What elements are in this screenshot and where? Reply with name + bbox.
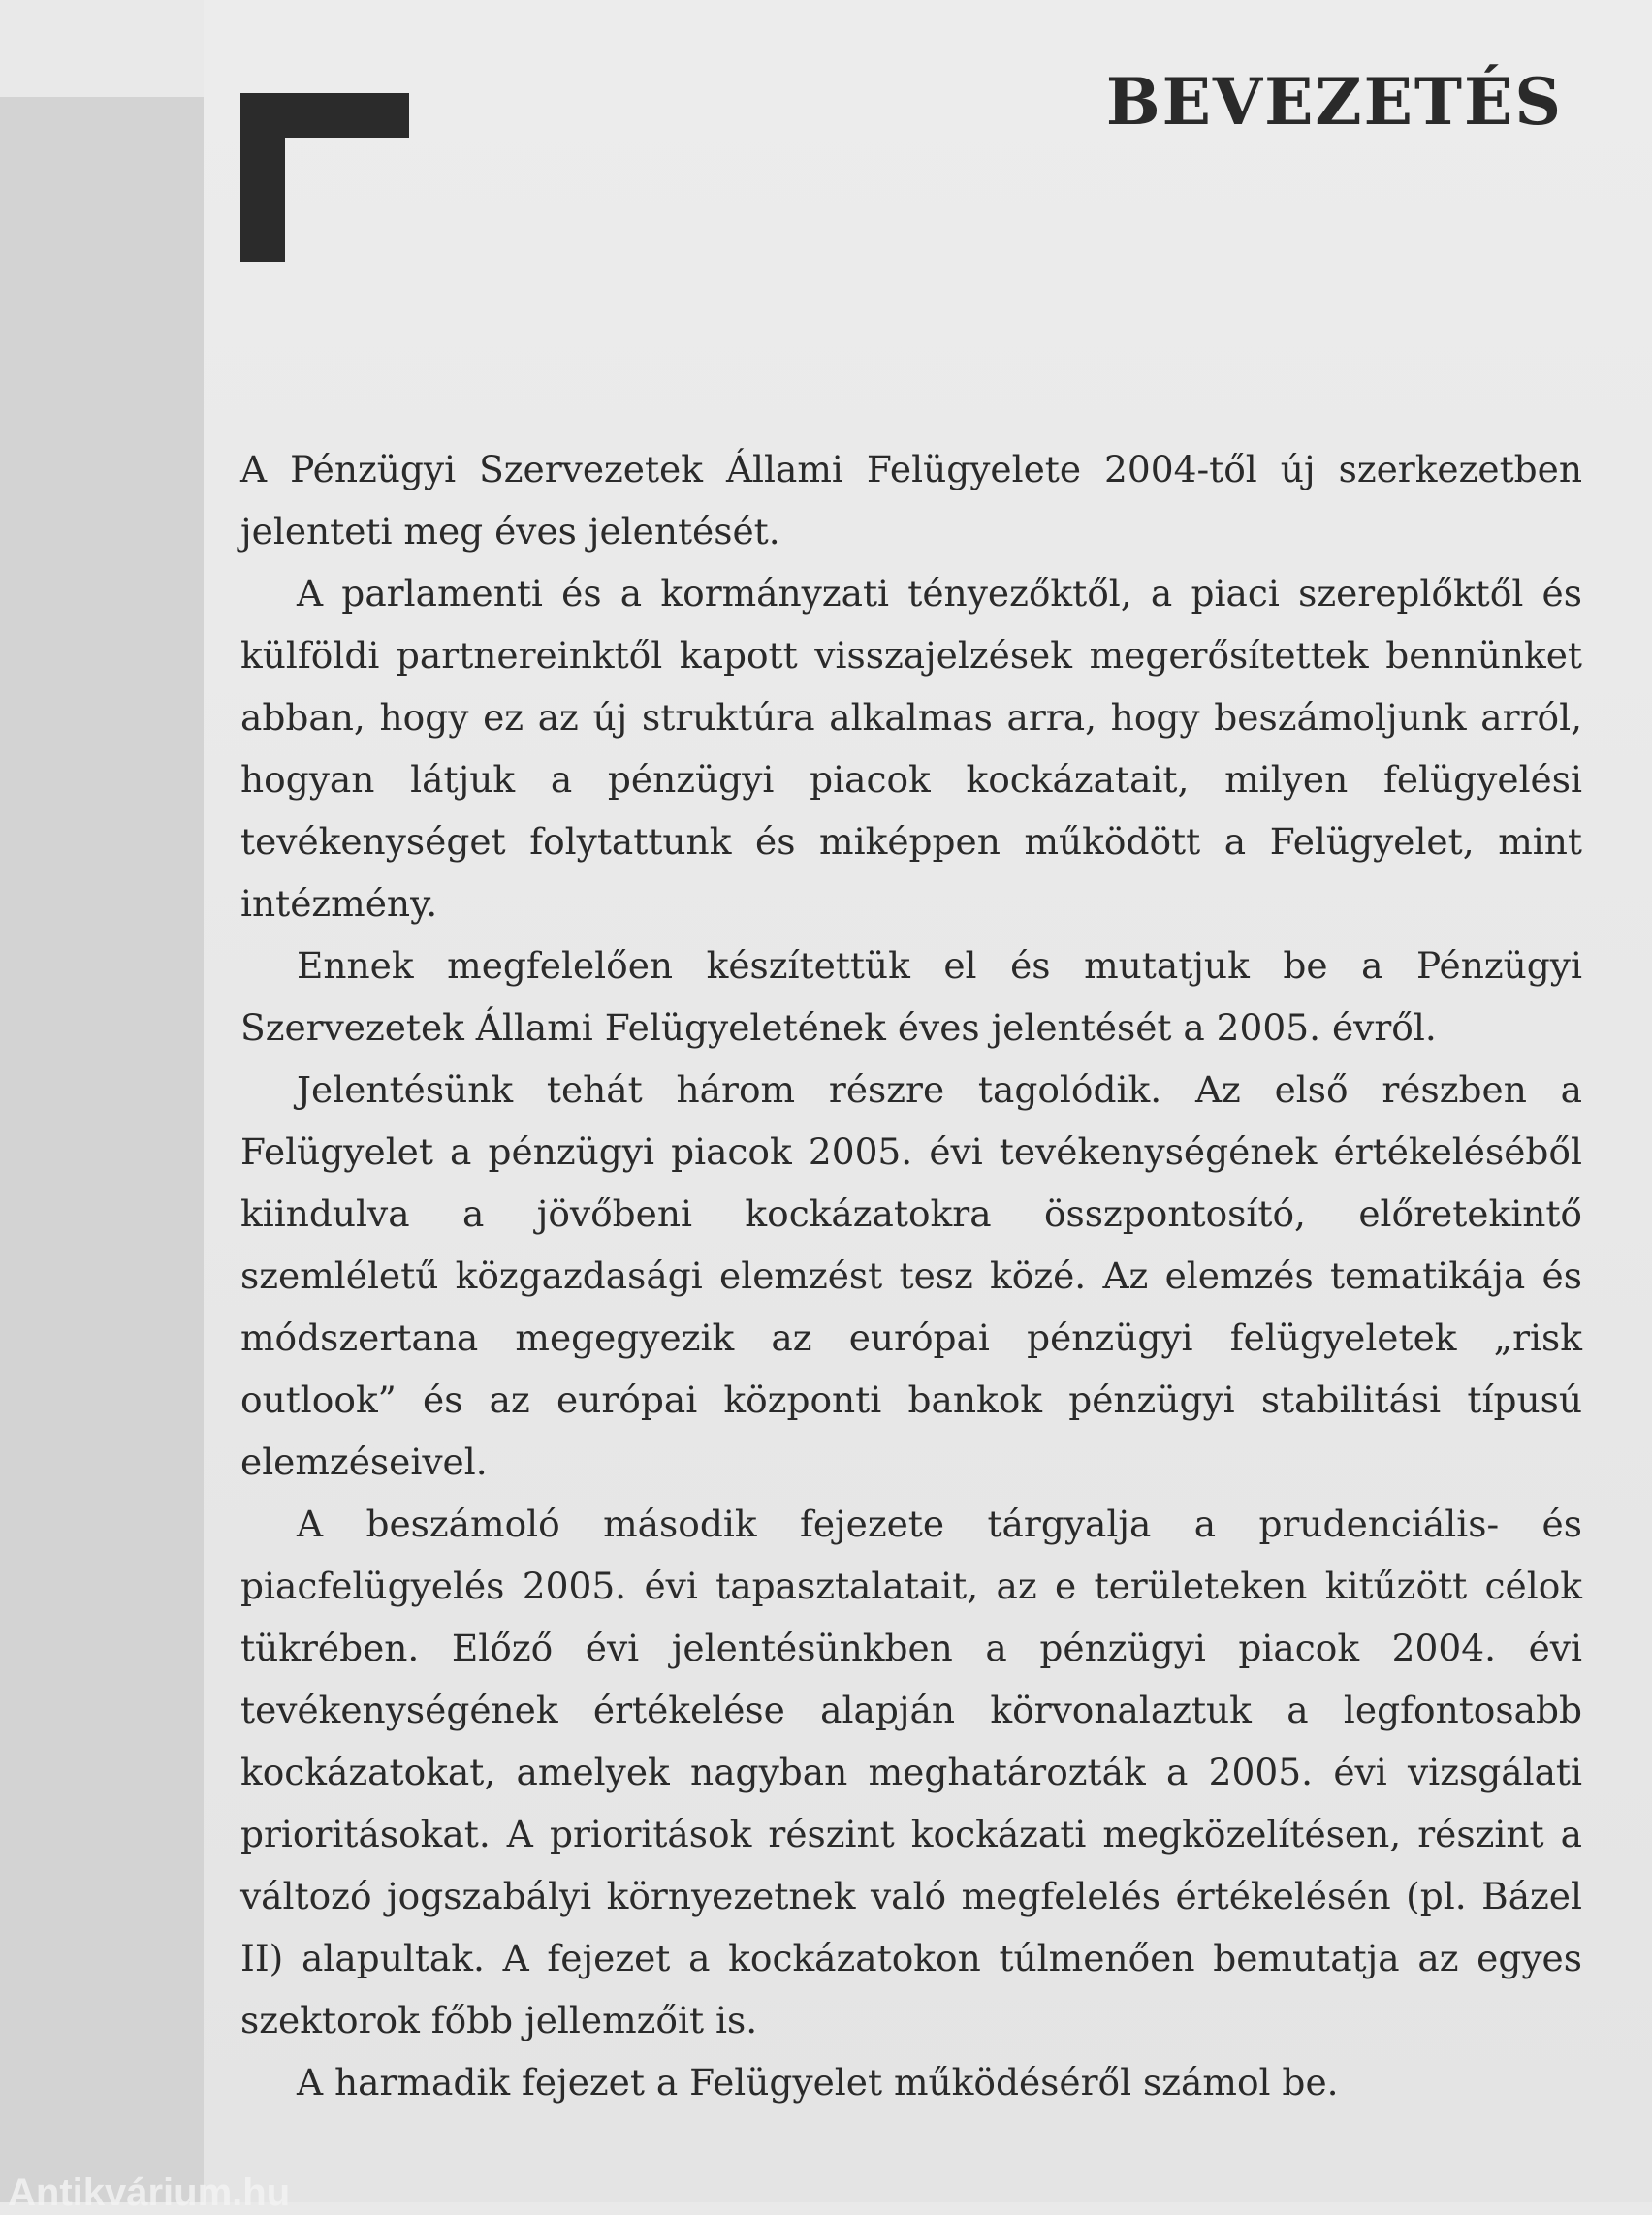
paragraph-feedback: A parlamenti és a kormányzati tényezőktől, a piaci szereplőktől és külföldi partnereinktől kapott visszajelzések megerősítettek bennünket abban, hogy ez az új struktúra alkalmas arra, hogy beszámoljunk arról, hogyan látjuk a pénzügyi piacok kockázatait, milyen felügyelési tevékenységet folytattunk és miképpen működött a Felügyelet, mint intézmény. <box>240 572 1582 925</box>
corner-bracket-vertical <box>240 93 285 262</box>
paragraph-structure: Jelentésünk tehát három részre tagolódik. Az első részben a Felügyelet a pénzügyi piacok 2005. évi tevékenységének értékeléséből kiindulva a jövőbeni kockázatokra összpontosító, előretekintő szemléletű közgazdasági elemzést tesz közé. Az elemzés tematikája és módszertana megegyezik az európai pénzügyi felügyeletek „risk outlook” és az európai központi bankok pénzügyi stabilitási típusú elemzéseivel. <box>240 1068 1582 1483</box>
corner-bracket-ornament <box>240 93 409 262</box>
paragraph-report: Ennek megfelelően készítettük el és mutatjuk be a Pénzügyi Szervezetek Állami Felügyeletének éves jelentését a 2005. évről. <box>240 944 1582 1049</box>
paragraph-second-chapter: A beszámoló második fejezete tárgyalja a prudenciális- és piacfelügyelés 2005. évi tapasztalatait, az e területeken kitűzött célok tükrében. Előző évi jelentésünkben a pénzügyi piacok 2004. évi tevékenységének értékelése alapján körvonalaztuk a legfontosabb kockázatokat, amelyek nagyban meghatározták a 2005. évi vizsgálati prioritásokat. A prioritások részint kockázati megközelítésen, részint a változó jogszabályi környezetnek való megfelelés értékelésén (pl. Bázel II) alapultak. A fejezet a kockázatokon túlmenően bemutatja az egyes szektorok főbb jellemzőit is. <box>240 1503 1582 2041</box>
body-text <box>240 438 1582 2113</box>
watermark: Antikvárium.hu <box>8 2171 291 2214</box>
page-margin-shadow <box>0 97 204 2202</box>
paragraph-intro: A Pénzügyi Szervezetek Állami Felügyelete 2004-től új szerkezetben jelenteti meg éves jelentését. <box>240 448 1582 553</box>
paragraph-third-chapter: A harmadik fejezet a Felügyelet működéséről számol be. <box>297 2061 1339 2104</box>
page-title: BEVEZETÉS <box>1105 64 1563 140</box>
